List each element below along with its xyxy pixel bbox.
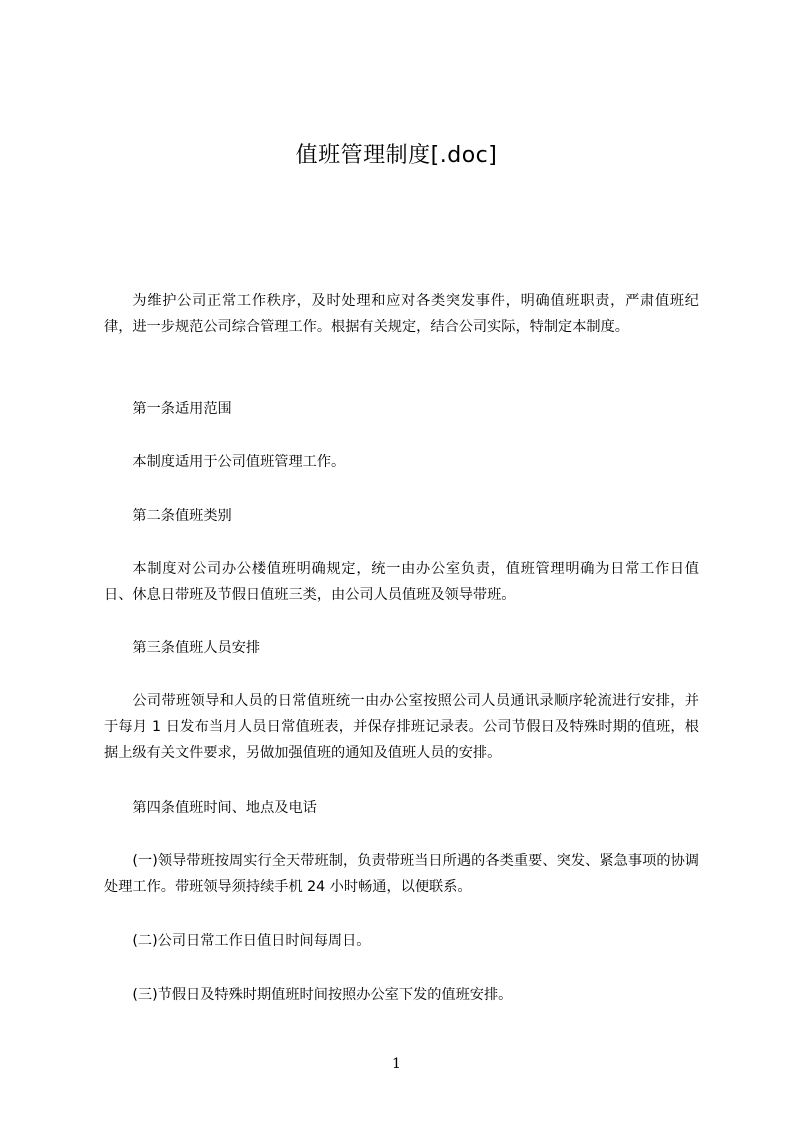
article-1-heading: 第一条适用范围 <box>132 401 232 417</box>
intro-paragraph: 为维护公司正常工作秩序，及时处理和应对各类突发事件，明确值班职责，严肃值班纪律，进一步规范公司综合管理工作。根据有关规定，结合公司实际，特制定本制度。 <box>104 293 699 335</box>
article-4-heading: 第四条值班时间、地点及电话 <box>132 800 317 816</box>
article-4-item-2: (二)公司日常工作日值日时间每周日。 <box>132 933 371 949</box>
document-title: 值班管理制度[.doc] <box>295 143 498 168</box>
article-1-text: 本制度适用于公司值班管理工作。 <box>132 454 346 470</box>
article-3-heading: 第三条值班人员安排 <box>132 640 261 656</box>
article-3-text: 公司带班领导和人员的日常值班统一由办公室按照公司人员通讯录顺序轮流进行安排，并于每月 1 日发布当月人员日常值班表，并保存排班记录表。公司节假日及特殊时期的值班，根据上级有关文件要求，另做加强值班的通知及值班人员的安排。 <box>104 693 699 761</box>
article-2-heading: 第二条值班类别 <box>132 508 232 524</box>
page-number: 1 <box>392 1056 401 1072</box>
article-2-text: 本制度对公司办公楼值班明确规定，统一由办公室负责，值班管理明确为日常工作日值日、休息日带班及节假日值班三类，由公司人员值班及领导带班。 <box>104 561 699 603</box>
article-4-item-3: (三)节假日及特殊时期值班时间按照办公室下发的值班安排。 <box>132 987 513 1003</box>
article-4-item-1: (一)领导带班按周实行全天带班制，负责带班当日所遇的各类重要、突发、紧急事项的协调处理工作。带班领导须持续手机 24 小时畅通，以便联系。 <box>104 853 699 895</box>
